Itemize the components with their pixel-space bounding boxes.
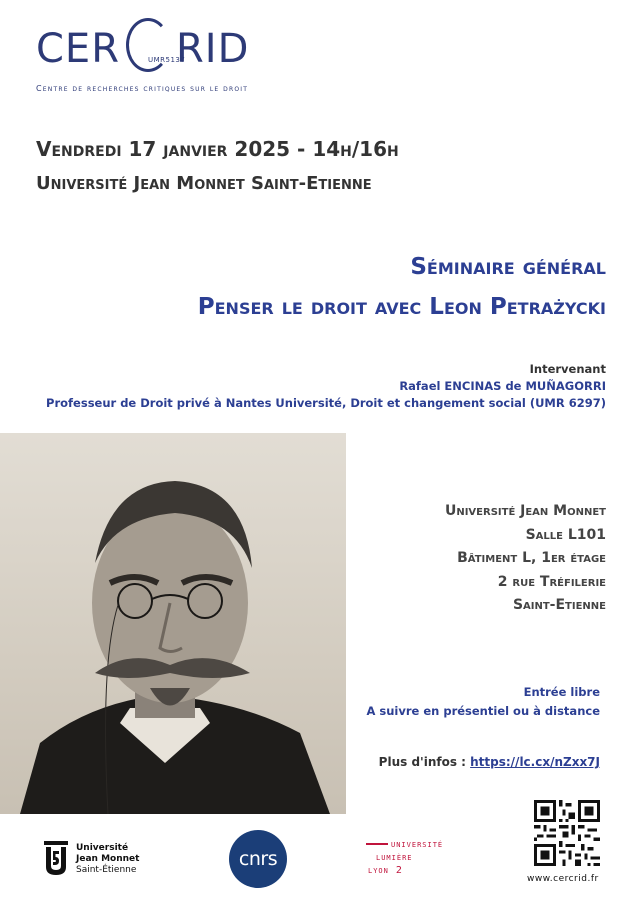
portrait-illustration — [0, 433, 346, 814]
ujm-logo — [44, 841, 139, 877]
access-line-2: A suivre en présentiel ou à distance — [366, 704, 600, 718]
lyon2-bar-icon — [366, 843, 388, 845]
lyon2-text-1: université — [391, 839, 444, 850]
portrait-photo — [0, 433, 346, 814]
ujm-mark-icon — [44, 841, 68, 877]
speaker-block — [46, 361, 606, 412]
lyon2-line-2: lumière — [376, 852, 413, 863]
address-line-1: Université Jean Monnet — [444, 503, 606, 519]
ujm-text — [76, 843, 139, 876]
ujm-line-3: Saint-Étienne — [76, 864, 137, 875]
logo-right-text: RID — [176, 26, 250, 72]
address-line-4: 2 rue Tréfilerie — [497, 573, 606, 590]
event-date: Vendredi 17 janvier 2025 - 14h/16h — [36, 137, 399, 161]
cnrs-text: cnrs — [238, 848, 278, 870]
lyon2-line-1 — [366, 838, 443, 851]
logo-left-text: CER — [36, 26, 120, 72]
event-venue: Université Jean Monnet Saint-Etienne — [36, 173, 372, 194]
info-link[interactable]: https://lc.cx/nZxx7J — [470, 755, 600, 769]
qr-code-icon[interactable] — [530, 800, 604, 866]
address-line-3: Bâtiment L, 1er étage — [457, 550, 606, 566]
cnrs-logo — [229, 830, 287, 888]
title-line-1: Séminaire général — [410, 254, 606, 280]
speaker-role: Professeur de Droit privé à Nantes Université, Droit et changement social (UMR 6297) — [46, 396, 606, 410]
lyon2-logo — [366, 838, 443, 877]
info-label: Plus d'infos : — [378, 755, 471, 769]
logo-umr: UMR5137 — [148, 56, 186, 64]
access-line-1: Entrée libre — [523, 685, 600, 699]
website-url[interactable]: www.cercrid.fr — [527, 874, 599, 884]
info-line — [379, 755, 600, 769]
lyon2-line-3: lyon 2 — [368, 865, 403, 876]
speaker-label: Intervenant — [529, 362, 606, 376]
address-line-2: Salle L101 — [525, 526, 606, 543]
logo-subtitle: Centre de recherches critiques sur le droit — [36, 84, 249, 93]
address-block — [445, 500, 606, 618]
title-line-2: Penser le droit avec Leon Petrażycki — [197, 294, 606, 320]
ujm-line-1: Université — [76, 842, 129, 853]
ujm-line-2: Jean Monnet — [76, 853, 140, 864]
speaker-name: Rafael ENCINAS de MUÑAGORRI — [399, 379, 606, 393]
address-line-5: Saint-Etienne — [512, 597, 606, 613]
logo-wordmark — [36, 22, 249, 76]
cercrid-logo — [36, 22, 249, 93]
access-block — [367, 683, 601, 721]
